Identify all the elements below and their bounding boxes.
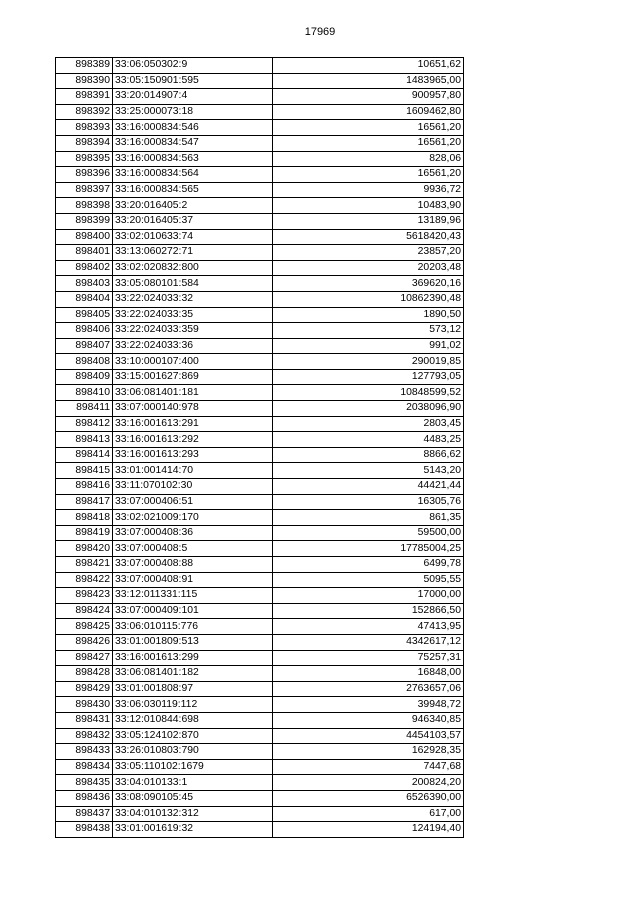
- row-id-cell: 898403: [56, 276, 113, 292]
- amount-cell: 5143,20: [273, 463, 464, 479]
- table-row: [56, 712, 464, 728]
- table-row: [56, 666, 464, 682]
- table-body: [56, 58, 464, 838]
- cadastral-number-cell: 33:02:020832:800: [113, 260, 273, 276]
- amount-cell: 44421,44: [273, 479, 464, 495]
- table-row: [56, 416, 464, 432]
- amount-cell: 47413,95: [273, 619, 464, 635]
- row-id-cell: 898418: [56, 510, 113, 526]
- amount-cell: 7447,68: [273, 759, 464, 775]
- amount-cell: 10862390,48: [273, 291, 464, 307]
- table-row: [56, 198, 464, 214]
- cadastral-number-cell: 33:20:016405:37: [113, 213, 273, 229]
- cadastral-number-cell: 33:11:070102:30: [113, 479, 273, 495]
- row-id-cell: 898393: [56, 120, 113, 136]
- cadastral-number-cell: 33:01:001809:513: [113, 634, 273, 650]
- cadastral-number-cell: 33:07:000140:978: [113, 401, 273, 417]
- table-row: [56, 323, 464, 339]
- amount-cell: 8866,62: [273, 447, 464, 463]
- table-row: [56, 775, 464, 791]
- row-id-cell: 898394: [56, 135, 113, 151]
- row-id-cell: 898422: [56, 572, 113, 588]
- row-id-cell: 898438: [56, 822, 113, 838]
- cadastral-number-cell: 33:06:081401:181: [113, 385, 273, 401]
- cadastral-number-cell: 33:06:010115:776: [113, 619, 273, 635]
- amount-cell: 16848,00: [273, 666, 464, 682]
- amount-cell: 16561,20: [273, 167, 464, 183]
- table-row: [56, 557, 464, 573]
- cadastral-number-cell: 33:25:000073:18: [113, 104, 273, 120]
- row-id-cell: 898400: [56, 229, 113, 245]
- row-id-cell: 898410: [56, 385, 113, 401]
- data-table: [55, 57, 464, 838]
- row-id-cell: 898408: [56, 354, 113, 370]
- row-id-cell: 898392: [56, 104, 113, 120]
- table-row: [56, 89, 464, 105]
- row-id-cell: 898426: [56, 634, 113, 650]
- row-id-cell: 898396: [56, 167, 113, 183]
- cadastral-number-cell: 33:07:000408:5: [113, 541, 273, 557]
- amount-cell: 127793,05: [273, 369, 464, 385]
- cadastral-number-cell: 33:16:001613:299: [113, 650, 273, 666]
- table-row: [56, 572, 464, 588]
- table-row: [56, 276, 464, 292]
- amount-cell: 6526390,00: [273, 790, 464, 806]
- table-row: [56, 401, 464, 417]
- cadastral-number-cell: 33:15:001627:869: [113, 369, 273, 385]
- cadastral-number-cell: 33:26:010803:790: [113, 744, 273, 760]
- amount-cell: 124194,40: [273, 822, 464, 838]
- cadastral-number-cell: 33:02:010633:74: [113, 229, 273, 245]
- cadastral-number-cell: 33:01:001619:32: [113, 822, 273, 838]
- cadastral-number-cell: 33:06:050302:9: [113, 58, 273, 74]
- cadastral-number-cell: 33:16:000834:563: [113, 151, 273, 167]
- table-row: [56, 120, 464, 136]
- amount-cell: 617,00: [273, 806, 464, 822]
- amount-cell: 4483,25: [273, 432, 464, 448]
- table-row: [56, 245, 464, 261]
- amount-cell: 59500,00: [273, 525, 464, 541]
- table-row: [56, 260, 464, 276]
- amount-cell: 5618420,43: [273, 229, 464, 245]
- row-id-cell: 898390: [56, 73, 113, 89]
- table-row: [56, 213, 464, 229]
- table-row: [56, 463, 464, 479]
- table-row: [56, 479, 464, 495]
- row-id-cell: 898436: [56, 790, 113, 806]
- cadastral-number-cell: 33:10:000107:400: [113, 354, 273, 370]
- cadastral-number-cell: 33:04:010133:1: [113, 775, 273, 791]
- cadastral-number-cell: 33:16:000834:546: [113, 120, 273, 136]
- amount-cell: 573,12: [273, 323, 464, 339]
- cadastral-number-cell: 33:22:024033:36: [113, 338, 273, 354]
- amount-cell: 16561,20: [273, 120, 464, 136]
- cadastral-number-cell: 33:13:060272:71: [113, 245, 273, 261]
- table-row: [56, 369, 464, 385]
- table-row: [56, 541, 464, 557]
- table-row: [56, 354, 464, 370]
- amount-cell: 1890,50: [273, 307, 464, 323]
- cadastral-number-cell: 33:08:090105:45: [113, 790, 273, 806]
- cadastral-number-cell: 33:07:000408:91: [113, 572, 273, 588]
- amount-cell: 290019,85: [273, 354, 464, 370]
- amount-cell: 16561,20: [273, 135, 464, 151]
- table-row: [56, 135, 464, 151]
- row-id-cell: 898417: [56, 494, 113, 510]
- table-row: [56, 588, 464, 604]
- cadastral-number-cell: 33:01:001808:97: [113, 681, 273, 697]
- row-id-cell: 898429: [56, 681, 113, 697]
- cadastral-number-cell: 33:22:024033:359: [113, 323, 273, 339]
- cadastral-number-cell: 33:07:000409:101: [113, 603, 273, 619]
- table-row: [56, 697, 464, 713]
- table-row: [56, 603, 464, 619]
- amount-cell: 162928,35: [273, 744, 464, 760]
- table-row: [56, 307, 464, 323]
- amount-cell: 17000,00: [273, 588, 464, 604]
- cadastral-number-cell: 33:16:000834:547: [113, 135, 273, 151]
- amount-cell: 13189,96: [273, 213, 464, 229]
- table-row: [56, 650, 464, 666]
- row-id-cell: 898395: [56, 151, 113, 167]
- row-id-cell: 898391: [56, 89, 113, 105]
- cadastral-number-cell: 33:20:016405:2: [113, 198, 273, 214]
- cadastral-number-cell: 33:04:010132:312: [113, 806, 273, 822]
- table-row: [56, 229, 464, 245]
- row-id-cell: 898416: [56, 479, 113, 495]
- table-row: [56, 525, 464, 541]
- amount-cell: 991,02: [273, 338, 464, 354]
- amount-cell: 200824,20: [273, 775, 464, 791]
- cadastral-number-cell: 33:06:081401:182: [113, 666, 273, 682]
- cadastral-number-cell: 33:16:000834:564: [113, 167, 273, 183]
- row-id-cell: 898433: [56, 744, 113, 760]
- row-id-cell: 898389: [56, 58, 113, 74]
- row-id-cell: 898434: [56, 759, 113, 775]
- table-row: [56, 510, 464, 526]
- row-id-cell: 898424: [56, 603, 113, 619]
- cadastral-number-cell: 33:20:014907:4: [113, 89, 273, 105]
- row-id-cell: 898409: [56, 369, 113, 385]
- row-id-cell: 898421: [56, 557, 113, 573]
- table-row: [56, 494, 464, 510]
- table-row: [56, 744, 464, 760]
- amount-cell: 9936,72: [273, 182, 464, 198]
- amount-cell: 900957,80: [273, 89, 464, 105]
- row-id-cell: 898398: [56, 198, 113, 214]
- row-id-cell: 898423: [56, 588, 113, 604]
- table-row: [56, 167, 464, 183]
- cadastral-number-cell: 33:05:150901:595: [113, 73, 273, 89]
- amount-cell: 4342617,12: [273, 634, 464, 650]
- table-row: [56, 151, 464, 167]
- row-id-cell: 898406: [56, 323, 113, 339]
- amount-cell: 1609462,80: [273, 104, 464, 120]
- cadastral-number-cell: 33:07:000406:51: [113, 494, 273, 510]
- table-row: [56, 58, 464, 74]
- row-id-cell: 898431: [56, 712, 113, 728]
- cadastral-number-cell: 33:05:124102:870: [113, 728, 273, 744]
- amount-cell: 369620,16: [273, 276, 464, 292]
- table-row: [56, 728, 464, 744]
- table-row: [56, 291, 464, 307]
- amount-cell: 152866,50: [273, 603, 464, 619]
- amount-cell: 20203,48: [273, 260, 464, 276]
- row-id-cell: 898415: [56, 463, 113, 479]
- row-id-cell: 898425: [56, 619, 113, 635]
- amount-cell: 4454103,57: [273, 728, 464, 744]
- cadastral-number-cell: 33:05:110102:1679: [113, 759, 273, 775]
- amount-cell: 861,35: [273, 510, 464, 526]
- cadastral-number-cell: 33:16:001613:291: [113, 416, 273, 432]
- table-row: [56, 385, 464, 401]
- table-row: [56, 338, 464, 354]
- amount-cell: 828,06: [273, 151, 464, 167]
- table-row: [56, 104, 464, 120]
- table-row: [56, 790, 464, 806]
- row-id-cell: 898435: [56, 775, 113, 791]
- row-id-cell: 898402: [56, 260, 113, 276]
- cadastral-number-cell: 33:02:021009:170: [113, 510, 273, 526]
- row-id-cell: 898412: [56, 416, 113, 432]
- amount-cell: 2038096,90: [273, 401, 464, 417]
- cadastral-number-cell: 33:12:010844:698: [113, 712, 273, 728]
- row-id-cell: 898430: [56, 697, 113, 713]
- table-row: [56, 432, 464, 448]
- row-id-cell: 898413: [56, 432, 113, 448]
- amount-cell: 6499,78: [273, 557, 464, 573]
- cadastral-number-cell: 33:16:001613:293: [113, 447, 273, 463]
- amount-cell: 23857,20: [273, 245, 464, 261]
- amount-cell: 75257,31: [273, 650, 464, 666]
- amount-cell: 39948,72: [273, 697, 464, 713]
- row-id-cell: 898404: [56, 291, 113, 307]
- amount-cell: 10848599,52: [273, 385, 464, 401]
- row-id-cell: 898397: [56, 182, 113, 198]
- amount-cell: 5095,55: [273, 572, 464, 588]
- row-id-cell: 898407: [56, 338, 113, 354]
- cadastral-number-cell: 33:16:001613:292: [113, 432, 273, 448]
- amount-cell: 16305,76: [273, 494, 464, 510]
- cadastral-number-cell: 33:05:080101:584: [113, 276, 273, 292]
- table-row: [56, 681, 464, 697]
- row-id-cell: 898419: [56, 525, 113, 541]
- cadastral-number-cell: 33:07:000408:88: [113, 557, 273, 573]
- amount-cell: 2763657,06: [273, 681, 464, 697]
- cadastral-number-cell: 33:22:024033:35: [113, 307, 273, 323]
- row-id-cell: 898411: [56, 401, 113, 417]
- amount-cell: 10651,62: [273, 58, 464, 74]
- table-row: [56, 447, 464, 463]
- row-id-cell: 898428: [56, 666, 113, 682]
- amount-cell: 946340,85: [273, 712, 464, 728]
- cadastral-number-cell: 33:16:000834:565: [113, 182, 273, 198]
- row-id-cell: 898405: [56, 307, 113, 323]
- page-number: 17969: [304, 26, 336, 38]
- table-row: [56, 73, 464, 89]
- table-row: [56, 634, 464, 650]
- cadastral-number-cell: 33:01:001414:70: [113, 463, 273, 479]
- amount-cell: 1483965,00: [273, 73, 464, 89]
- row-id-cell: 898420: [56, 541, 113, 557]
- table-row: [56, 806, 464, 822]
- amount-cell: 2803,45: [273, 416, 464, 432]
- amount-cell: 10483,90: [273, 198, 464, 214]
- cadastral-number-cell: 33:22:024033:32: [113, 291, 273, 307]
- row-id-cell: 898401: [56, 245, 113, 261]
- row-id-cell: 898427: [56, 650, 113, 666]
- cadastral-number-cell: 33:07:000408:36: [113, 525, 273, 541]
- cadastral-number-cell: 33:06:030119:112: [113, 697, 273, 713]
- row-id-cell: 898399: [56, 213, 113, 229]
- cadastral-number-cell: 33:12:011331:115: [113, 588, 273, 604]
- table-row: [56, 182, 464, 198]
- row-id-cell: 898432: [56, 728, 113, 744]
- table-row: [56, 759, 464, 775]
- row-id-cell: 898414: [56, 447, 113, 463]
- table-row: [56, 822, 464, 838]
- row-id-cell: 898437: [56, 806, 113, 822]
- table-row: [56, 619, 464, 635]
- amount-cell: 17785004,25: [273, 541, 464, 557]
